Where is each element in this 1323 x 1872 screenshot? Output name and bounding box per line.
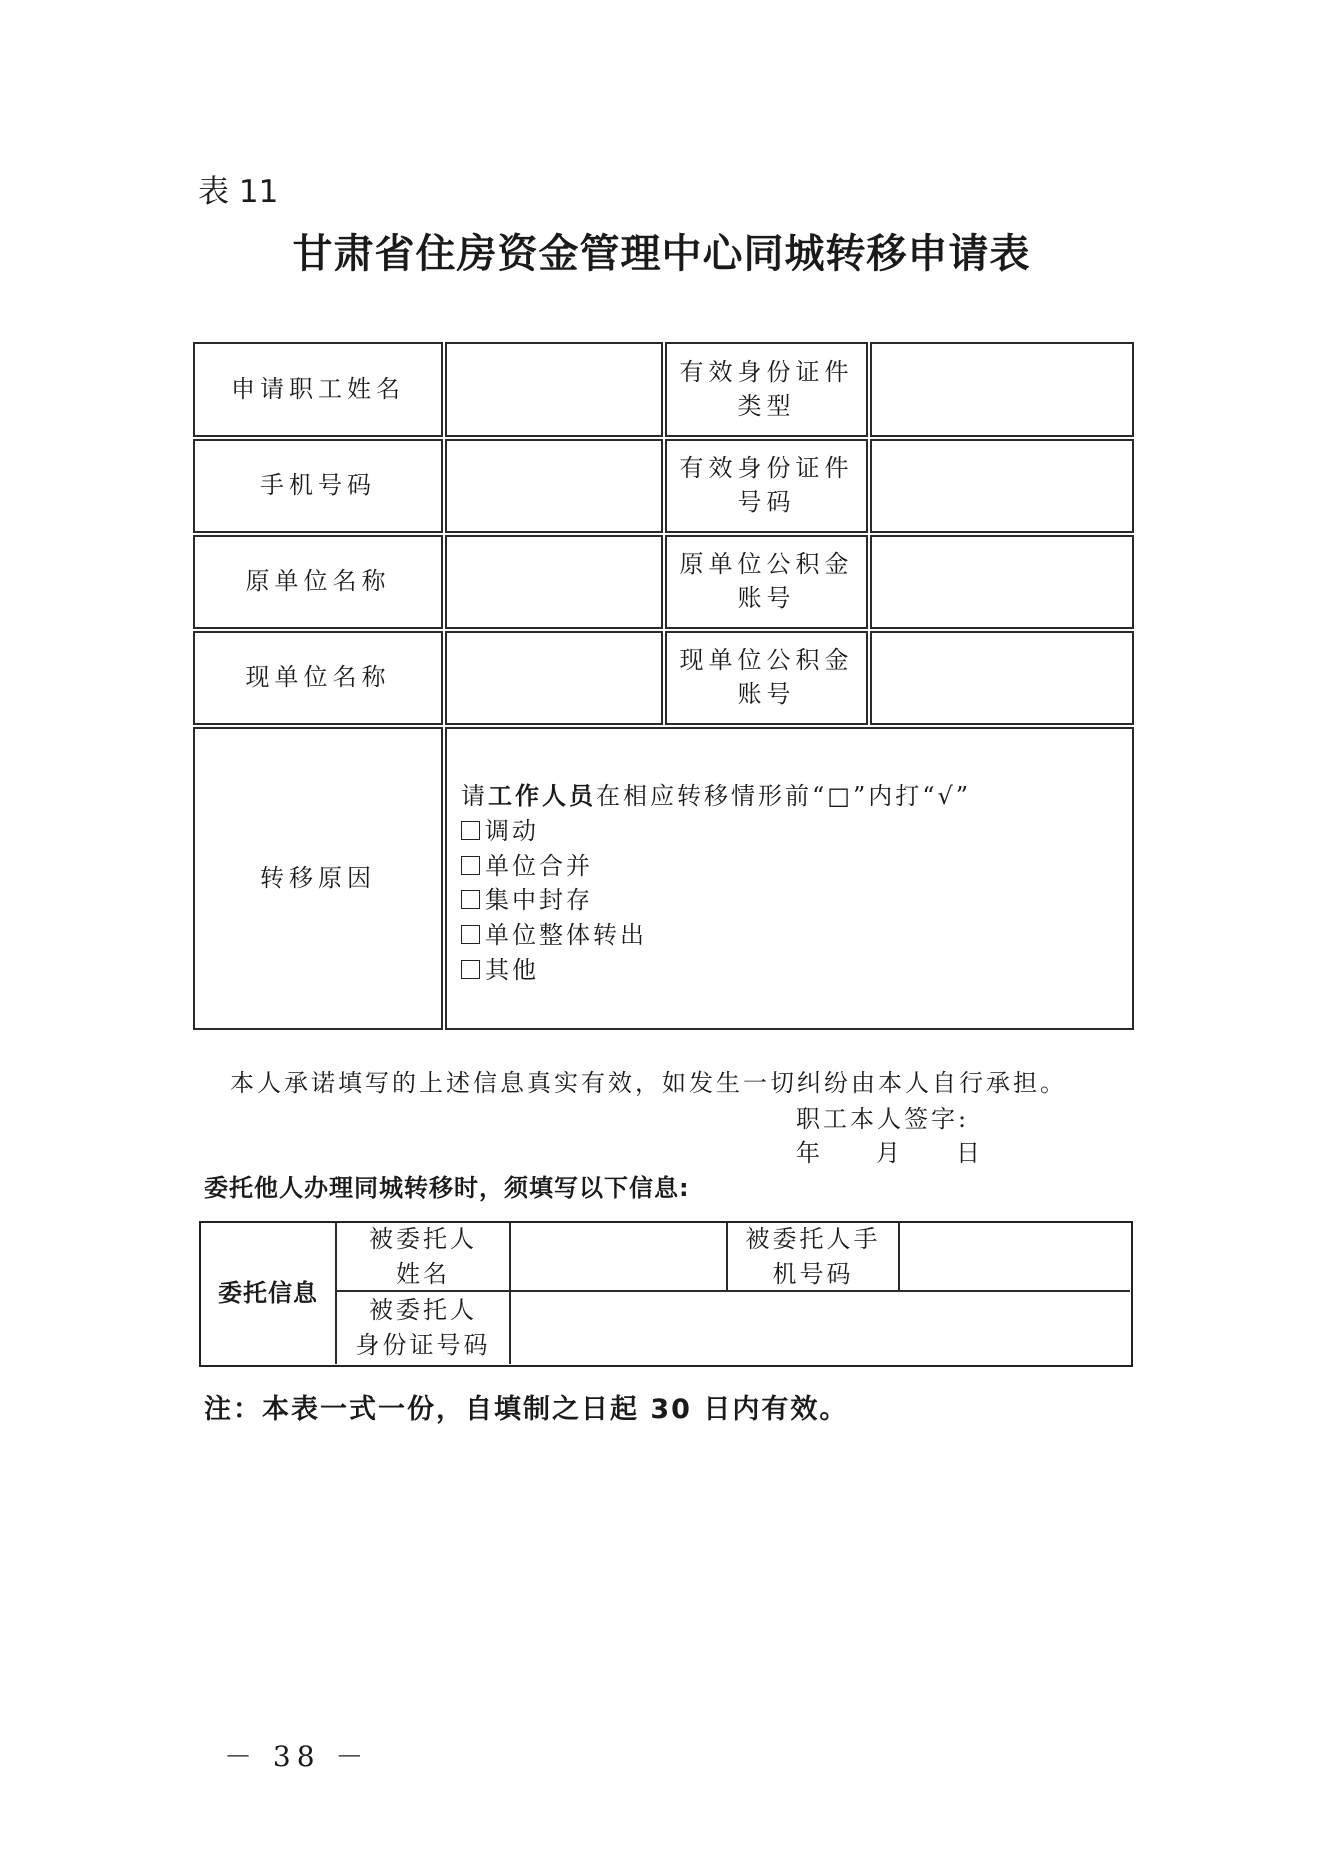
reason-option-unit-transfer-out[interactable]: 单位整体转出 xyxy=(461,918,971,953)
delegation-table xyxy=(199,1221,1133,1367)
date-day: 日 xyxy=(956,1139,980,1167)
current-account-field[interactable] xyxy=(870,631,1134,725)
checkbox[interactable] xyxy=(461,890,480,909)
current-account-label: 现单位公积金 账号 xyxy=(665,631,868,725)
original-unit-label: 原单位名称 xyxy=(193,535,443,629)
checkbox[interactable] xyxy=(461,925,480,944)
phone-field[interactable] xyxy=(445,439,663,533)
reason-option-unit-merge[interactable]: 单位合并 xyxy=(461,849,971,884)
delegate-name-field[interactable] xyxy=(511,1223,726,1290)
delegate-name-label: 被委托人 姓名 xyxy=(369,1224,477,1288)
delegate-phone-label: 被委托人手 机号码 xyxy=(745,1224,881,1288)
phone-label: 手机号码 xyxy=(193,439,443,533)
original-account-label: 原单位公积金 账号 xyxy=(665,535,868,629)
checkbox[interactable] xyxy=(461,960,480,979)
id-type-field[interactable] xyxy=(870,342,1134,437)
reason-instruction: 请工作人员在相应转移情形前“□”内打“√” xyxy=(461,781,972,810)
applicant-name-field[interactable] xyxy=(445,342,663,437)
delegate-id-field[interactable] xyxy=(511,1292,1130,1364)
delegation-section-label: 委托信息 xyxy=(218,1279,318,1308)
transfer-reason-label: 转移原因 xyxy=(193,727,443,1030)
date-year: 年 xyxy=(796,1139,820,1167)
checkbox[interactable] xyxy=(461,821,480,840)
form-title: 甘肃省住房资金管理中心同城转移申请表 xyxy=(292,231,1031,277)
date-month: 月 xyxy=(876,1139,900,1167)
delegation-note: 委托他人办理同城转移时，须填写以下信息: xyxy=(204,1174,690,1202)
delegate-id-label: 被委托人 身份证号码 xyxy=(355,1296,491,1359)
reason-option-centralized-seal[interactable]: 集中封存 xyxy=(461,883,971,918)
form-number: 表 11 xyxy=(198,174,279,210)
reason-option-other[interactable]: 其他 xyxy=(461,953,971,988)
transfer-reason-box xyxy=(445,727,1134,1030)
id-number-label: 有效身份证件 号码 xyxy=(665,439,868,533)
checkbox[interactable] xyxy=(461,856,480,875)
current-unit-label: 现单位名称 xyxy=(193,631,443,725)
original-account-field[interactable] xyxy=(870,535,1134,629)
page-number: － 38 － xyxy=(224,1740,370,1773)
reason-option-transfer[interactable]: 调动 xyxy=(461,814,971,849)
applicant-name-label: 申请职工姓名 xyxy=(193,342,443,437)
signature-date xyxy=(796,1133,980,1168)
current-unit-field[interactable] xyxy=(445,631,663,725)
original-unit-field[interactable] xyxy=(445,535,663,629)
pledge-statement: 本人承诺填写的上述信息真实有效，如发生一切纠纷由本人自行承担。 xyxy=(230,1069,1067,1097)
id-number-field[interactable] xyxy=(870,439,1134,533)
footnote: 注：本表一式一份，自填制之日起 30 日内有效。 xyxy=(204,1394,849,1425)
id-type-label: 有效身份证件 类型 xyxy=(665,342,868,437)
delegate-phone-field[interactable] xyxy=(900,1223,1130,1290)
signature-label: 职工本人签字: xyxy=(796,1105,970,1133)
